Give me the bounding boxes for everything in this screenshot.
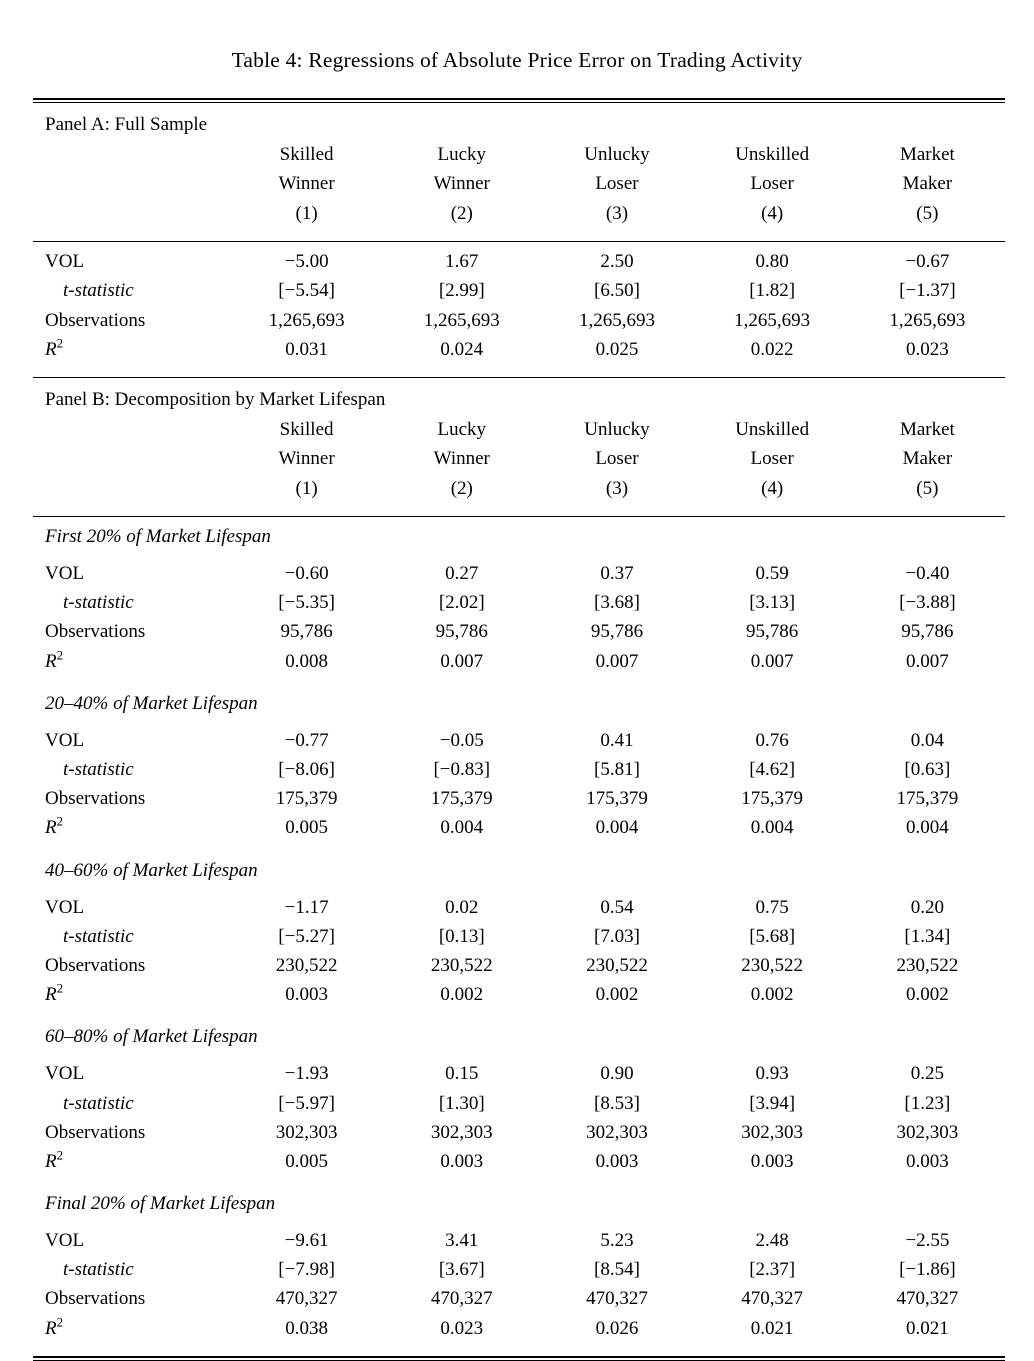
panel-a-title-row — [33, 114, 1005, 144]
panel-a-vol-4: 0.80 — [755, 251, 789, 273]
col-header-5-line2: Maker — [902, 173, 953, 195]
col-header-4-line2: Loser — [750, 173, 794, 195]
spacer-row — [33, 1347, 1005, 1356]
panel-a-tstat-4: [1.82] — [749, 280, 796, 302]
section-5-vol-4: 2.48 — [755, 1230, 789, 1252]
panel-a-obs-4: 1,265,693 — [734, 309, 811, 331]
section-3-rsq-2: 0.002 — [440, 984, 484, 1006]
spacer-row — [33, 103, 1005, 114]
section-1-obs-3: 95,786 — [590, 621, 644, 643]
table-row — [33, 592, 1005, 621]
section-3-obs-2: 230,522 — [430, 954, 493, 976]
table-row — [33, 955, 1005, 984]
table-row — [33, 1063, 1005, 1092]
row-label-vol: VOL — [45, 729, 85, 751]
regression-table-container — [33, 98, 1005, 1361]
section-2-tstat-4: [4.62] — [749, 759, 796, 781]
panel-a-body-table — [33, 242, 1005, 377]
section-2-obs-5: 175,379 — [896, 788, 959, 810]
section-title-3: 40–60% of Market Lifespan — [45, 859, 258, 881]
panel-a-vol-5: −0.67 — [905, 251, 950, 273]
section-4-tstat-5: [1.23] — [904, 1092, 951, 1114]
section-5-rsq-4: 0.021 — [750, 1317, 794, 1339]
panel-a-vol-2: 1.67 — [445, 251, 479, 273]
panel-a-tstat-5: [−1.37] — [899, 280, 956, 302]
table-row — [33, 788, 1005, 817]
section-5-rsq-5: 0.021 — [906, 1317, 949, 1339]
col-header-2-line1: Lucky — [437, 418, 487, 440]
spacer-row — [33, 232, 1005, 241]
col-number-1: (1) — [295, 202, 318, 224]
col-header-2-line2: Winner — [433, 448, 490, 470]
row-label-tstatistic: t-statistic — [63, 1259, 134, 1281]
section-4-vol-5: 0.25 — [910, 1063, 944, 1085]
section-1-tstat-3: [3.68] — [594, 592, 640, 614]
section-1-vol-2: 0.27 — [445, 563, 479, 585]
section-title-4: 60–80% of Market Lifespan — [45, 1026, 258, 1048]
section-5-obs-1: 470,327 — [275, 1288, 338, 1310]
section-2-rsq-1: 0.005 — [285, 817, 328, 839]
col-number-3: (3) — [605, 477, 629, 499]
col-header-5-line2: Maker — [902, 448, 953, 470]
header-row-line1 — [33, 419, 1005, 448]
row-label-rsquared — [33, 980, 229, 1013]
col-header-3-line1: Unlucky — [584, 418, 650, 440]
section-3-vol-2: 0.02 — [445, 896, 479, 918]
table-row — [33, 730, 1005, 759]
section-1-vol-3: 0.37 — [600, 563, 634, 585]
section-5-obs-4: 470,327 — [741, 1288, 804, 1310]
row-label-observations: Observations — [45, 1288, 146, 1310]
rsq-symbol: R — [45, 338, 57, 360]
panel-a-tstat-3: [6.50] — [594, 280, 640, 302]
rsq-exponent: 2 — [56, 647, 64, 663]
row-label-tstatistic: t-statistic — [63, 592, 134, 614]
section-4-rsq-3: 0.003 — [595, 1150, 639, 1172]
row-label-observations: Observations — [45, 621, 146, 643]
section-3-tstat-4: [5.68] — [749, 925, 796, 947]
section-2-tstat-2: [−0.83] — [433, 759, 491, 781]
section-5-tstat-5: [−1.86] — [899, 1259, 956, 1281]
section-2-tstat-1: [−8.06] — [278, 759, 335, 781]
section-5-rsq-2: 0.023 — [440, 1317, 484, 1339]
section-4-rsq-4: 0.003 — [750, 1150, 794, 1172]
section-2-vol-1: −0.77 — [284, 729, 329, 751]
section-4-obs-3: 302,303 — [586, 1121, 648, 1143]
section-title-row — [33, 1026, 1005, 1063]
section-3-obs-3: 230,522 — [586, 954, 648, 976]
table-row — [33, 1122, 1005, 1151]
panel-a-vol-3: 2.50 — [600, 251, 634, 273]
section-1-tstat-4: [3.13] — [749, 592, 796, 614]
section-1-rsq-5: 0.007 — [906, 650, 949, 672]
section-5-tstat-1: [−7.98] — [278, 1259, 335, 1281]
table-row — [33, 1093, 1005, 1122]
rsq-symbol: R — [45, 1150, 57, 1172]
panel-b-header-table — [33, 378, 1005, 516]
table-row — [33, 651, 1005, 680]
section-4-vol-3: 0.90 — [600, 1063, 634, 1085]
section-2-vol-2: −0.05 — [439, 729, 484, 751]
row-label-vol: VOL — [45, 1230, 85, 1252]
section-3-tstat-1: [−5.27] — [278, 925, 335, 947]
header-row-line3 — [33, 478, 1005, 507]
panel-b-body-table — [33, 517, 1005, 1356]
section-4-vol-2: 0.15 — [445, 1063, 479, 1085]
row-label-observations: Observations — [45, 1121, 146, 1143]
col-header-3-line2: Loser — [595, 173, 639, 195]
col-number-5: (5) — [916, 477, 939, 499]
row-label-tstatistic: t-statistic — [63, 759, 134, 781]
row-label-vol: VOL — [45, 1063, 85, 1085]
table-row — [33, 1259, 1005, 1288]
section-1-rsq-3: 0.007 — [595, 650, 639, 672]
spacer-row — [33, 847, 1005, 860]
section-2-rsq-2: 0.004 — [440, 817, 484, 839]
section-5-rsq-1: 0.038 — [285, 1317, 328, 1339]
table-row — [33, 1318, 1005, 1347]
section-1-obs-4: 95,786 — [746, 621, 799, 643]
section-title-1: First 20% of Market Lifespan — [45, 526, 271, 548]
section-2-rsq-3: 0.004 — [595, 817, 639, 839]
row-label-rsquared — [33, 1314, 229, 1347]
section-4-tstat-2: [1.30] — [438, 1092, 485, 1114]
row-label-vol: VOL — [45, 896, 85, 918]
section-5-obs-3: 470,327 — [586, 1288, 648, 1310]
header-row-line1 — [33, 144, 1005, 173]
panel-a-tstat-1: [−5.54] — [278, 280, 335, 302]
section-2-obs-3: 175,379 — [586, 788, 648, 810]
section-5-vol-5: −2.55 — [905, 1230, 950, 1252]
col-header-5-line1: Market — [899, 144, 955, 165]
section-4-vol-1: −1.93 — [284, 1063, 329, 1085]
panel-a-tstat-2: [2.99] — [438, 280, 485, 302]
spacer-row — [33, 1180, 1005, 1193]
col-header-1-line1: Skilled — [279, 144, 334, 165]
col-number-5: (5) — [916, 202, 939, 224]
col-header-3-line2: Loser — [595, 448, 639, 470]
table-row — [33, 759, 1005, 788]
panel-a-vol-1: −5.00 — [284, 251, 329, 273]
table-row — [33, 280, 1005, 309]
section-1-rsq-4: 0.007 — [750, 650, 794, 672]
col-number-2: (2) — [450, 477, 473, 499]
section-1-tstat-2: [2.02] — [438, 592, 485, 614]
table-row — [33, 1288, 1005, 1317]
panel-a-obs-2: 1,265,693 — [423, 309, 500, 331]
table-row — [33, 1151, 1005, 1180]
section-4-vol-4: 0.93 — [755, 1063, 789, 1085]
rsq-exponent: 2 — [56, 1314, 64, 1330]
row-label-tstatistic: t-statistic — [63, 1092, 134, 1114]
table-row — [33, 984, 1005, 1013]
rsq-exponent: 2 — [56, 980, 64, 996]
section-1-tstat-5: [−3.88] — [899, 592, 956, 614]
section-5-tstat-2: [3.67] — [438, 1259, 485, 1281]
header-row-line2 — [33, 173, 1005, 202]
section-2-vol-3: 0.41 — [600, 729, 634, 751]
table-row — [33, 251, 1005, 280]
section-5-vol-3: 5.23 — [600, 1230, 634, 1252]
section-1-obs-2: 95,786 — [435, 621, 488, 643]
section-3-vol-5: 0.20 — [910, 896, 944, 918]
section-2-vol-4: 0.76 — [755, 729, 789, 751]
page-title: Table 4: Regressions of Absolute Price Error on Trading Activity — [231, 48, 803, 72]
panel-b-title: Panel B: Decomposition by Market Lifespan — [45, 388, 386, 410]
section-1-rsq-1: 0.008 — [285, 650, 328, 672]
rsq-symbol: R — [45, 984, 57, 1006]
section-2-obs-4: 175,379 — [741, 788, 804, 810]
section-4-rsq-5: 0.003 — [906, 1150, 949, 1172]
row-label-tstatistic: t-statistic — [63, 280, 134, 302]
section-4-tstat-1: [−5.97] — [278, 1092, 335, 1114]
section-5-vol-1: −9.61 — [284, 1230, 329, 1252]
panel-a-rsq-2: 0.024 — [440, 338, 484, 360]
section-1-tstat-1: [−5.35] — [278, 592, 335, 614]
section-3-obs-1: 230,522 — [275, 954, 338, 976]
section-3-rsq-1: 0.003 — [285, 984, 328, 1006]
rsq-symbol: R — [45, 650, 57, 672]
table-row — [33, 563, 1005, 592]
header-row-line3 — [33, 203, 1005, 232]
panel-a-rsq-5: 0.023 — [906, 338, 949, 360]
section-4-obs-5: 302,303 — [896, 1121, 959, 1143]
section-2-vol-5: 0.04 — [910, 729, 944, 751]
row-label-rsquared — [33, 1147, 229, 1180]
section-1-vol-1: −0.60 — [284, 563, 329, 585]
section-5-vol-2: 3.41 — [445, 1230, 479, 1252]
col-number-3: (3) — [605, 202, 629, 224]
section-title-row — [33, 693, 1005, 730]
section-3-rsq-3: 0.002 — [595, 984, 639, 1006]
section-1-vol-5: −0.40 — [905, 563, 950, 585]
header-row-line2 — [33, 448, 1005, 477]
table-bottom-rule — [33, 1356, 1005, 1361]
table-row — [33, 1230, 1005, 1259]
col-number-2: (2) — [450, 202, 473, 224]
spacer-row — [33, 507, 1005, 516]
panel-b-title-row — [33, 389, 1005, 419]
section-2-rsq-5: 0.004 — [906, 817, 949, 839]
section-1-rsq-2: 0.007 — [440, 650, 484, 672]
panel-a-rsq-1: 0.031 — [285, 338, 328, 360]
section-5-tstat-3: [8.54] — [594, 1259, 640, 1281]
col-header-1-line1: Skilled — [279, 418, 334, 440]
section-5-rsq-3: 0.026 — [595, 1317, 639, 1339]
table-row — [33, 339, 1005, 368]
spacer-row — [33, 378, 1005, 389]
spacer-row — [33, 368, 1005, 377]
section-4-obs-2: 302,303 — [430, 1121, 493, 1143]
panel-a-title: Panel A: Full Sample — [45, 114, 208, 135]
col-header-1-line2: Winner — [278, 173, 335, 195]
table-row — [33, 897, 1005, 926]
section-3-rsq-4: 0.002 — [750, 984, 794, 1006]
section-2-tstat-3: [5.81] — [594, 759, 640, 781]
section-title-row — [33, 1193, 1005, 1230]
section-4-obs-1: 302,303 — [275, 1121, 338, 1143]
rsq-exponent: 2 — [56, 1147, 64, 1163]
section-3-vol-3: 0.54 — [600, 896, 634, 918]
row-label-observations: Observations — [45, 788, 146, 810]
section-3-tstat-3: [7.03] — [594, 925, 640, 947]
section-2-rsq-4: 0.004 — [750, 817, 794, 839]
row-label-vol: VOL — [45, 251, 85, 273]
section-3-vol-1: −1.17 — [284, 896, 329, 918]
row-label-observations: Observations — [45, 309, 146, 331]
section-title-row — [33, 526, 1005, 563]
panel-a-obs-3: 1,265,693 — [578, 309, 655, 331]
spacer-row — [33, 242, 1005, 251]
panel-b-sections — [33, 517, 1005, 1356]
section-5-obs-2: 470,327 — [430, 1288, 493, 1310]
table-row — [33, 926, 1005, 955]
panel-a-obs-1: 1,265,693 — [268, 309, 345, 331]
section-4-rsq-2: 0.003 — [440, 1150, 484, 1172]
col-header-1-line2: Winner — [278, 448, 335, 470]
rsq-symbol: R — [45, 817, 57, 839]
panel-a-header-table — [33, 103, 1005, 241]
panel-a-rsq-4: 0.022 — [750, 338, 794, 360]
section-4-rsq-1: 0.005 — [285, 1150, 328, 1172]
row-label-rsquared — [33, 814, 229, 846]
section-1-obs-5: 95,786 — [901, 621, 954, 643]
rsq-symbol: R — [45, 1317, 57, 1339]
table-row — [33, 310, 1005, 339]
row-label-rsquared — [33, 335, 229, 368]
section-2-obs-2: 175,379 — [430, 788, 493, 810]
row-label-tstatistic: t-statistic — [63, 925, 134, 947]
section-2-obs-1: 175,379 — [275, 788, 338, 810]
col-number-4: (4) — [761, 477, 784, 499]
section-1-obs-1: 95,786 — [280, 621, 333, 643]
table-row — [33, 817, 1005, 846]
rsq-exponent: 2 — [56, 814, 64, 830]
section-5-tstat-4: [2.37] — [749, 1259, 796, 1281]
section-1-vol-4: 0.59 — [755, 563, 789, 585]
section-3-obs-5: 230,522 — [896, 954, 959, 976]
section-3-obs-4: 230,522 — [741, 954, 804, 976]
col-header-4-line1: Unskilled — [735, 418, 810, 440]
spacer-row — [33, 517, 1005, 526]
section-3-tstat-2: [0.13] — [438, 925, 485, 947]
section-3-rsq-5: 0.002 — [906, 984, 949, 1006]
spacer-row — [33, 1013, 1005, 1026]
row-label-vol: VOL — [45, 563, 85, 585]
col-header-2-line2: Winner — [433, 173, 490, 195]
section-3-vol-4: 0.75 — [755, 896, 789, 918]
section-title-2: 20–40% of Market Lifespan — [45, 692, 258, 714]
col-number-1: (1) — [295, 477, 318, 499]
col-header-3-line1: Unlucky — [584, 144, 650, 165]
table-row — [33, 621, 1005, 650]
section-title-row — [33, 860, 1005, 897]
panel-a-obs-5: 1,265,693 — [889, 309, 966, 331]
rsq-exponent: 2 — [56, 335, 64, 351]
section-4-obs-4: 302,303 — [741, 1121, 804, 1143]
col-header-5-line1: Market — [899, 418, 955, 440]
row-label-rsquared — [33, 647, 229, 680]
section-5-obs-5: 470,327 — [896, 1288, 959, 1310]
section-4-tstat-4: [3.94] — [749, 1092, 796, 1114]
col-header-4-line1: Unskilled — [735, 144, 810, 165]
panel-a-rsq-3: 0.025 — [595, 338, 639, 360]
row-label-observations: Observations — [45, 954, 146, 976]
col-header-2-line1: Lucky — [437, 144, 487, 165]
section-title-5: Final 20% of Market Lifespan — [45, 1193, 276, 1215]
col-number-4: (4) — [761, 202, 784, 224]
section-4-tstat-3: [8.53] — [594, 1092, 640, 1114]
col-header-4-line2: Loser — [750, 448, 794, 470]
section-3-tstat-5: [1.34] — [904, 925, 951, 947]
spacer-row — [33, 680, 1005, 693]
section-2-tstat-5: [0.63] — [904, 759, 951, 781]
